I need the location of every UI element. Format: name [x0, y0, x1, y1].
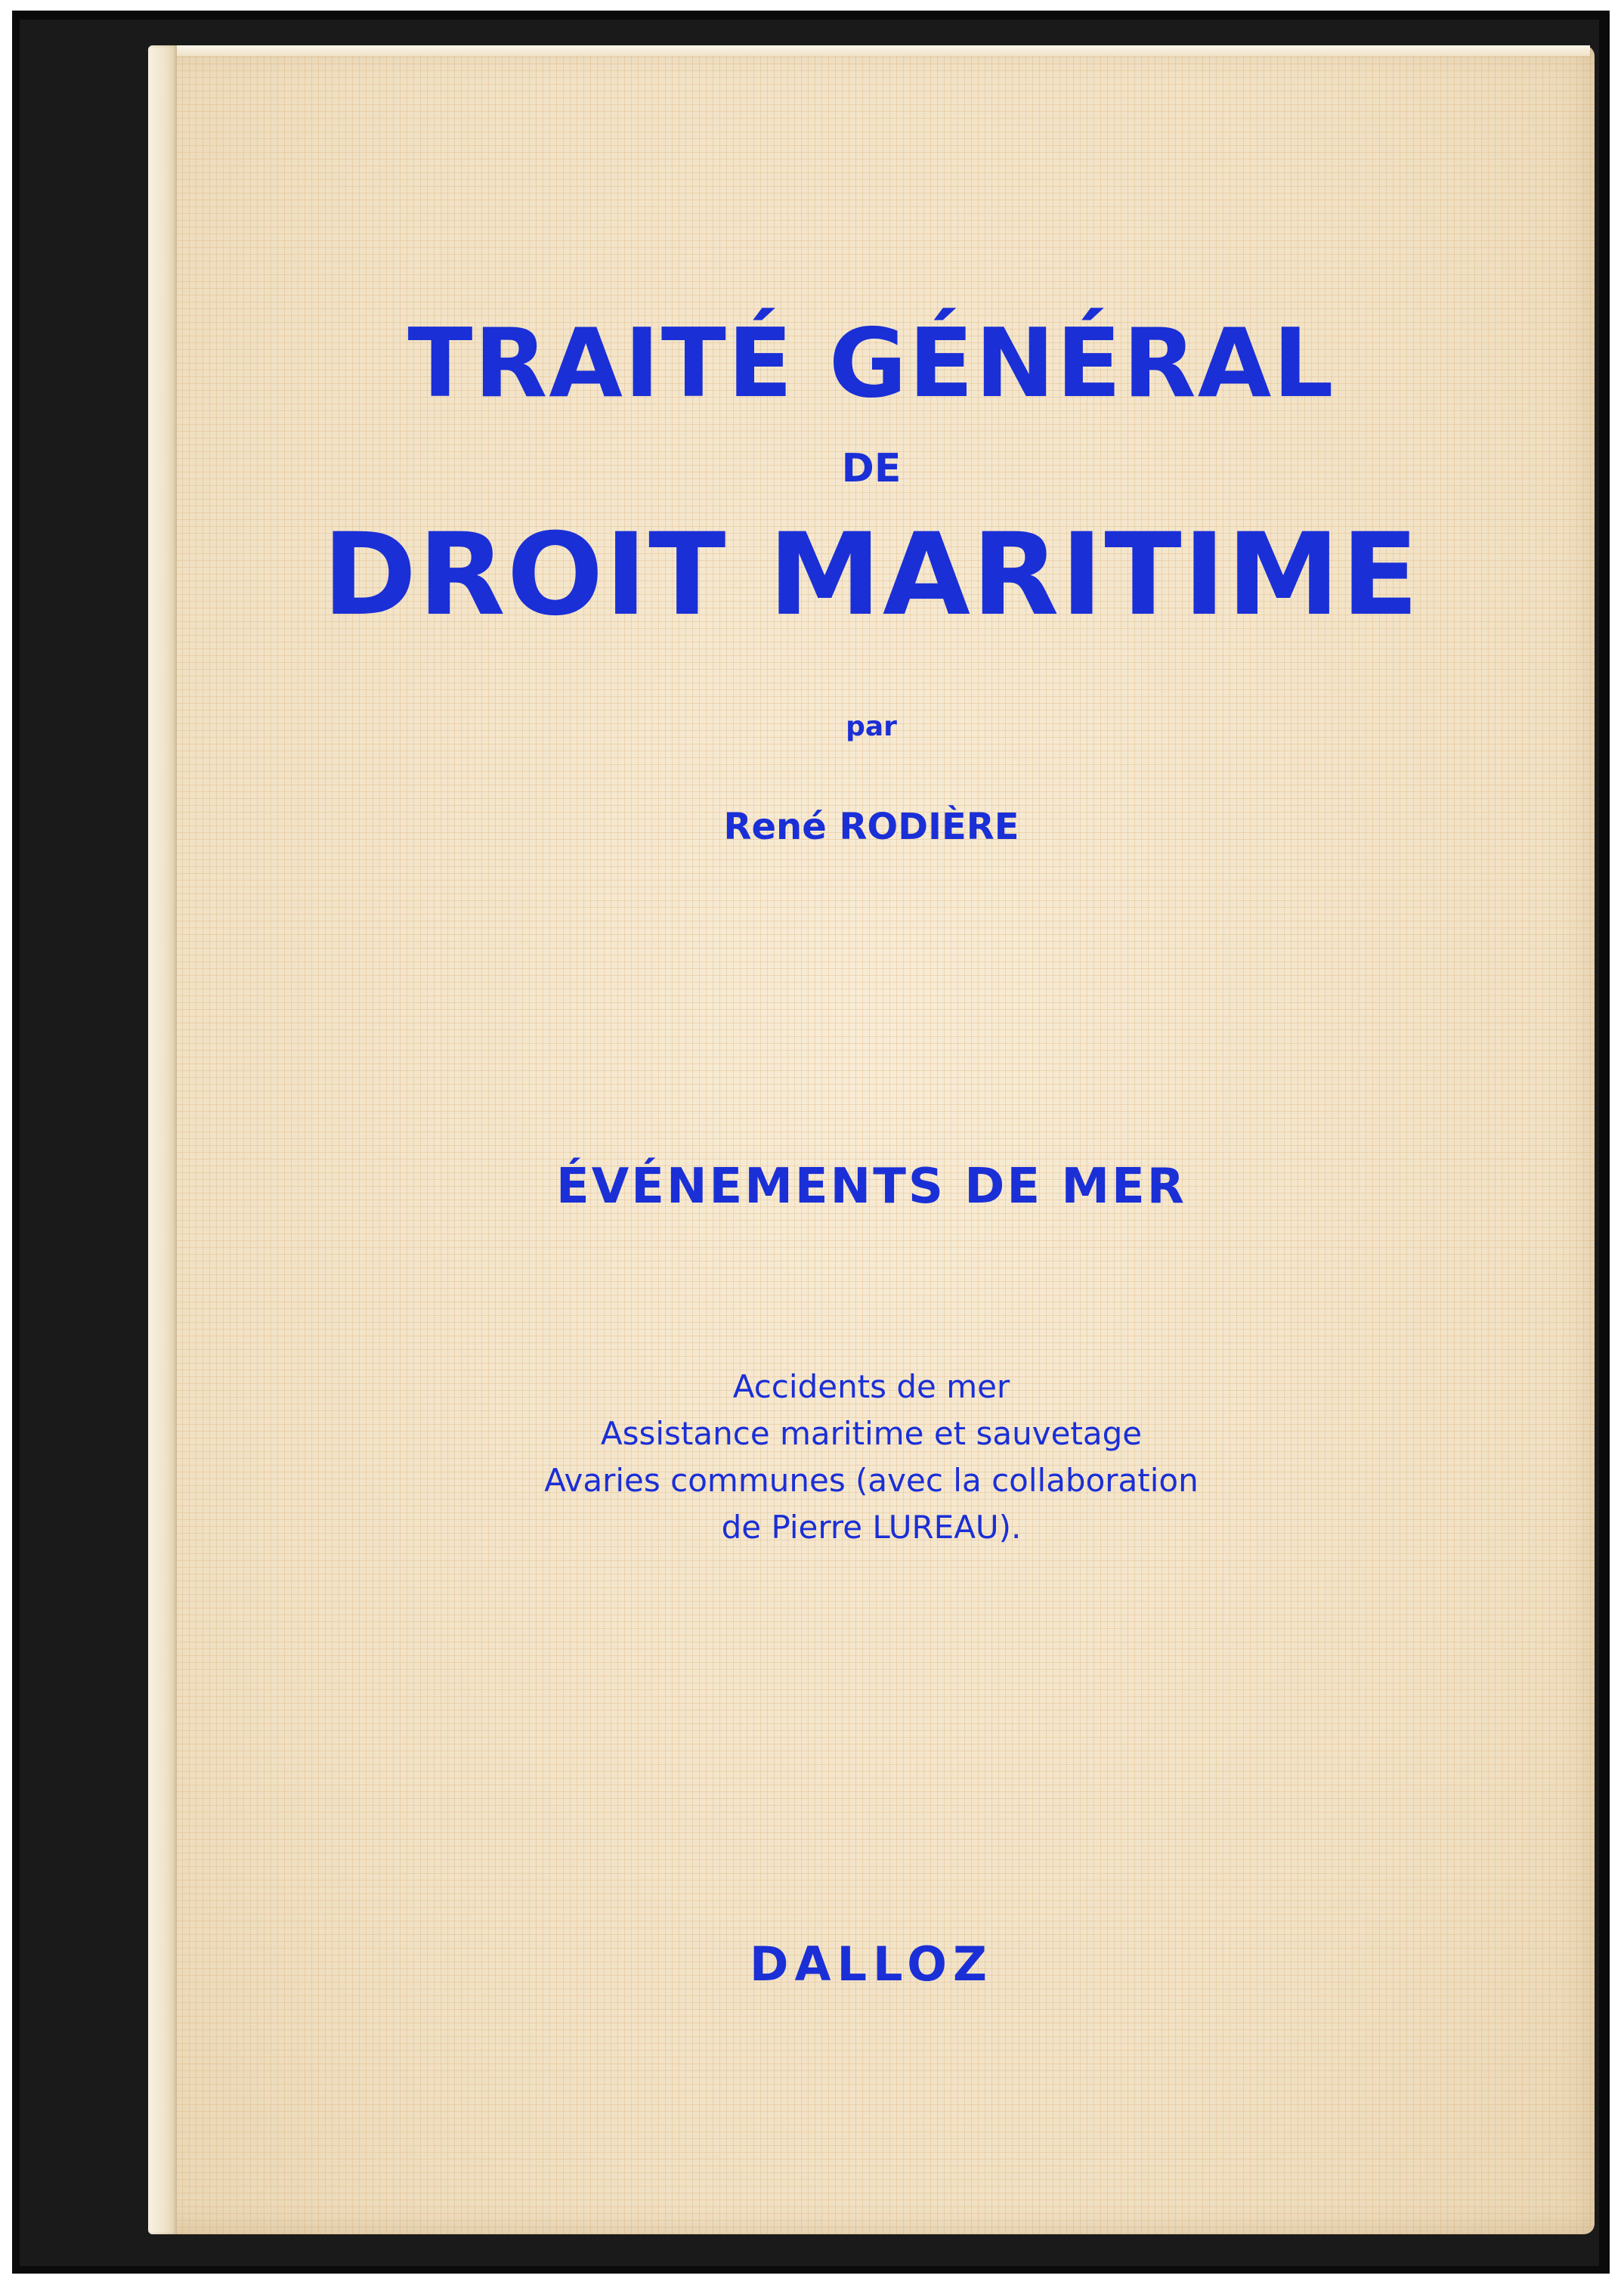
topics-list — [148, 1364, 1595, 1551]
author-name: René RODIÈRE — [723, 806, 1019, 848]
topic-line: de Pierre LUREAU). — [721, 1509, 1022, 1546]
topic-line: Accidents de mer — [732, 1368, 1010, 1405]
publisher-name: DALLOZ — [750, 1936, 993, 1992]
topic-line: Avaries communes (avec la collaboration — [544, 1462, 1199, 1499]
by-label: par — [846, 711, 897, 742]
title-line-1: TRAITÉ GÉNÉRAL — [407, 308, 1335, 419]
book-top-edge — [177, 45, 1590, 56]
topic-line: Assistance maritime et sauvetage — [600, 1415, 1143, 1452]
title-connector: DE — [841, 446, 902, 491]
title-line-2: DROIT MARITIME — [322, 509, 1421, 641]
volume-subject: ÉVÉNEMENTS DE MER — [555, 1159, 1187, 1215]
